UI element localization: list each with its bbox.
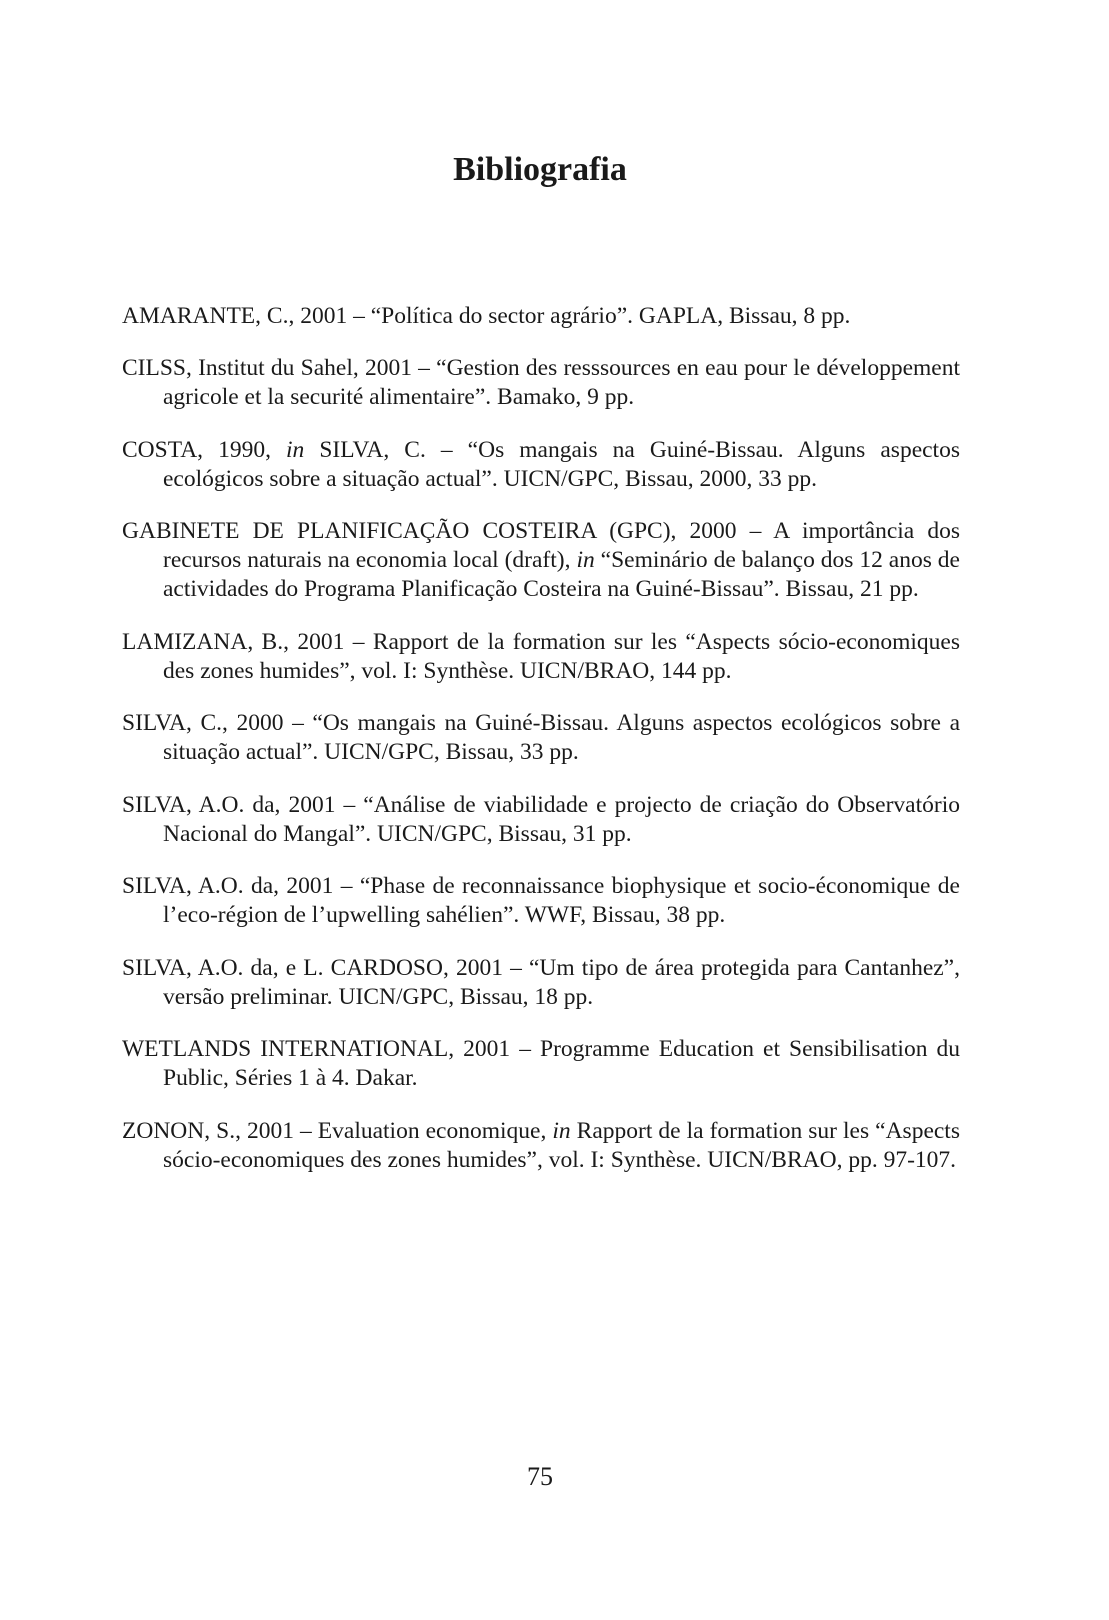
reference-text: COSTA, 1990, <box>122 436 287 463</box>
reference-item <box>122 302 960 331</box>
reference-italic: in <box>552 1117 571 1144</box>
reference-italic: in <box>576 547 595 573</box>
reference-item <box>122 1117 960 1175</box>
reference-text: AMARANTE, C., 2001 – “Política do sector agrário”. GAPLA, Bissau, 8 pp. <box>122 302 851 329</box>
page-number: 75 <box>527 1462 553 1491</box>
reference-item <box>122 436 960 494</box>
reference-text: GABINETE DE PLANIFICAÇÃO COSTEIRA (GPC), 2000 – A importância dos recursos naturais na economia local (draft), <box>122 518 960 573</box>
reference-item <box>122 954 960 1012</box>
reference-text: ZONON, S., 2001 – Evaluation economique, <box>122 1117 553 1144</box>
reference-text: SILVA, C. – “Os mangais na Guiné-Bissau. Alguns aspectos ecológicos sobre a situação actual”. UICN/GPC, Bissau, 2000, 33 pp. <box>163 436 960 492</box>
reference-text: SILVA, A.O. da, 2001 – “Análise de viabilidade e projecto de criação do Observatório Nacional do Mangal”. UICN/GPC, Bissau, 31 pp. <box>122 791 960 847</box>
reference-text: Rapport de la formation sur les “Aspects sócio-economiques des zones humides”, vol. I: Synthèse. UICN/BRAO, pp. 97-107. <box>163 1117 960 1173</box>
reference-item <box>122 354 960 412</box>
reference-italic: in <box>286 436 305 463</box>
reference-text: “Seminário de balanço dos 12 anos de actividades do Programa Planificação Costeira na Guiné-Bissau”. Bissau, 21 pp. <box>163 547 960 602</box>
reference-item <box>122 709 960 767</box>
reference-item <box>122 872 960 930</box>
reference-text: LAMIZANA, B., 2001 – Rapport de la formation sur les “Aspects sócio-economiques des zones humides”, vol. I: Synthèse. UICN/BRAO, 144 pp. <box>122 628 960 684</box>
reference-item <box>122 628 960 686</box>
reference-text: SILVA, C., 2000 – “Os mangais na Guiné-Bissau. Alguns aspectos ecológicos sobre a situação actual”. UICN/GPC, Bissau, 33 pp. <box>122 710 960 765</box>
reference-text: CILSS, Institut du Sahel, 2001 – “Gestion des resssources en eau pour le développement agricole et la securité alimentaire”. Bamako, 9 pp. <box>122 355 960 410</box>
reference-list <box>122 278 960 1186</box>
page-title: Bibliografia <box>453 150 627 188</box>
reference-item <box>122 791 960 849</box>
reference-text: WETLANDS INTERNATIONAL, 2001 – Programme Education et Sensibilisation du Public, Séries 1 à 4. Dakar. <box>122 1036 960 1091</box>
reference-text: SILVA, A.O. da, 2001 – “Phase de reconnaissance biophysique et socio-économique de l’eco-région de l’upwelling sahélien”. WWF, Bissau, 38 pp. <box>122 873 960 928</box>
reference-item <box>122 517 960 604</box>
reference-item <box>122 1035 960 1093</box>
reference-text: SILVA, A.O. da, e L. CARDOSO, 2001 – “Um tipo de área protegida para Cantanhez”, versão preliminar. UICN/GPC, Bissau, 18 pp. <box>122 954 960 1010</box>
